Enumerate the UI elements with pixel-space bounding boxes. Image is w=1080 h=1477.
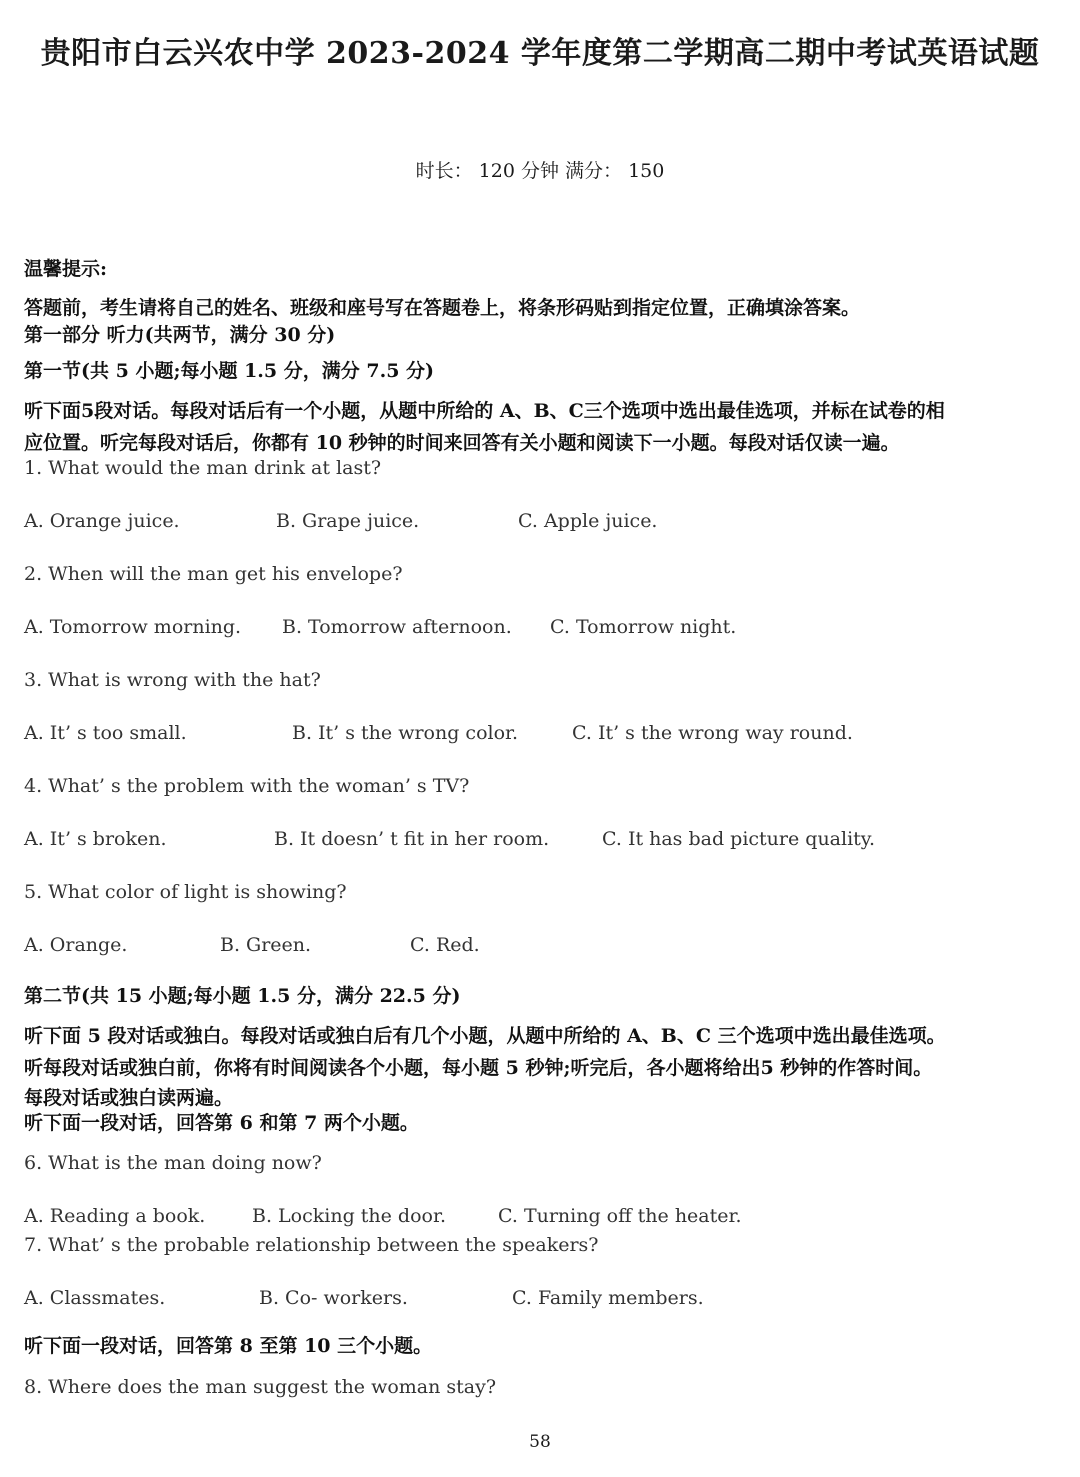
q4-option-a: A. It’ s broken. xyxy=(24,828,167,850)
q2-option-a: A. Tomorrow morning. xyxy=(24,616,242,638)
q3-option-a: A. It’ s too small. xyxy=(24,722,187,744)
q5-option-c: C. Red. xyxy=(410,934,480,956)
section2-instruction-line2: 听每段对话或独白前，你将有时间阅读各个小题，每小题 5 秒钟;听完后，各小题将给出5 秒钟的作答时间。 xyxy=(24,1057,933,1079)
section2-subinstruction-1: 听下面一段对话，回答第 6 和第 7 两个小题。 xyxy=(24,1112,419,1134)
q5-option-b: B. Green. xyxy=(220,934,312,956)
tips-heading: 温馨提示: xyxy=(24,258,108,280)
section2-instruction-line3: 每段对话或独白读两遍。 xyxy=(24,1087,234,1109)
q1-option-b: B. Grape juice. xyxy=(276,510,420,532)
q4-option-c: C. It has bad picture quality. xyxy=(602,828,876,850)
q7-option-b: B. Co- workers. xyxy=(259,1287,408,1309)
question-3: 3. What is wrong with the hat? xyxy=(24,669,321,691)
page-number: 58 xyxy=(529,1432,551,1452)
q1-option-c: C. Apple juice. xyxy=(518,510,658,532)
section1-heading: 第一节(共 5 小题;每小题 1.5 分，满分 7.5 分) xyxy=(24,360,435,382)
question-6: 6. What is the man doing now? xyxy=(24,1152,322,1174)
section2-instruction-line1: 听下面 5 段对话或独白。每段对话或独白后有几个小题，从题中所给的 A、B、C 三个选项中选出最佳选项。 xyxy=(24,1025,946,1047)
q3-option-b: B. It’ s the wrong color. xyxy=(292,722,519,744)
part1-heading: 第一部分 听力(共两节，满分 30 分) xyxy=(24,324,336,346)
q6-option-b: B. Locking the door. xyxy=(252,1205,446,1227)
exam-title: 贵阳市白云兴农中学 2023-2024 学年度第二学期高二期中考试英语试题 xyxy=(40,36,1040,71)
section1-instruction-line2: 应位置。听完每段对话后，你都有 10 秒钟的时间来回答有关小题和阅读下一小题。每段对话仅读一遍。 xyxy=(24,432,900,454)
question-8: 8. Where does the man suggest the woman stay? xyxy=(24,1376,497,1398)
q6-option-c: C. Turning off the heater. xyxy=(498,1205,742,1227)
section1-instruction-line1: 听下面5段对话。每段对话后有一个小题，从题中所给的 A、B、C三个选项中选出最佳选项，并标在试卷的相 xyxy=(24,400,945,422)
question-7: 7. What’ s the probable relationship between the speakers? xyxy=(24,1234,599,1256)
q2-option-c: C. Tomorrow night. xyxy=(550,616,737,638)
question-2: 2. When will the man get his envelope? xyxy=(24,563,403,585)
section2-subinstruction-2: 听下面一段对话，回答第 8 至第 10 三个小题。 xyxy=(24,1335,433,1357)
q6-option-a: A. Reading a book. xyxy=(24,1205,206,1227)
q1-option-a: A. Orange juice. xyxy=(24,510,180,532)
section2-heading: 第二节(共 15 小题;每小题 1.5 分，满分 22.5 分) xyxy=(24,985,461,1007)
q3-option-c: C. It’ s the wrong way round. xyxy=(572,722,853,744)
q5-option-a: A. Orange. xyxy=(24,934,128,956)
q7-option-c: C. Family members. xyxy=(512,1287,704,1309)
question-1: 1. What would the man drink at last? xyxy=(24,457,382,479)
question-4: 4. What’ s the problem with the woman’ s TV? xyxy=(24,775,470,797)
q4-option-b: B. It doesn’ t fit in her room. xyxy=(274,828,550,850)
question-5: 5. What color of light is showing? xyxy=(24,881,347,903)
q7-option-a: A. Classmates. xyxy=(24,1287,166,1309)
exam-meta: 时长： 120 分钟 满分： 150 xyxy=(415,160,665,182)
q2-option-b: B. Tomorrow afternoon. xyxy=(282,616,512,638)
tips-text: 答题前，考生请将自己的姓名、班级和座号写在答题卷上，将条形码贴到指定位置，正确填涂答案。 xyxy=(24,297,861,319)
